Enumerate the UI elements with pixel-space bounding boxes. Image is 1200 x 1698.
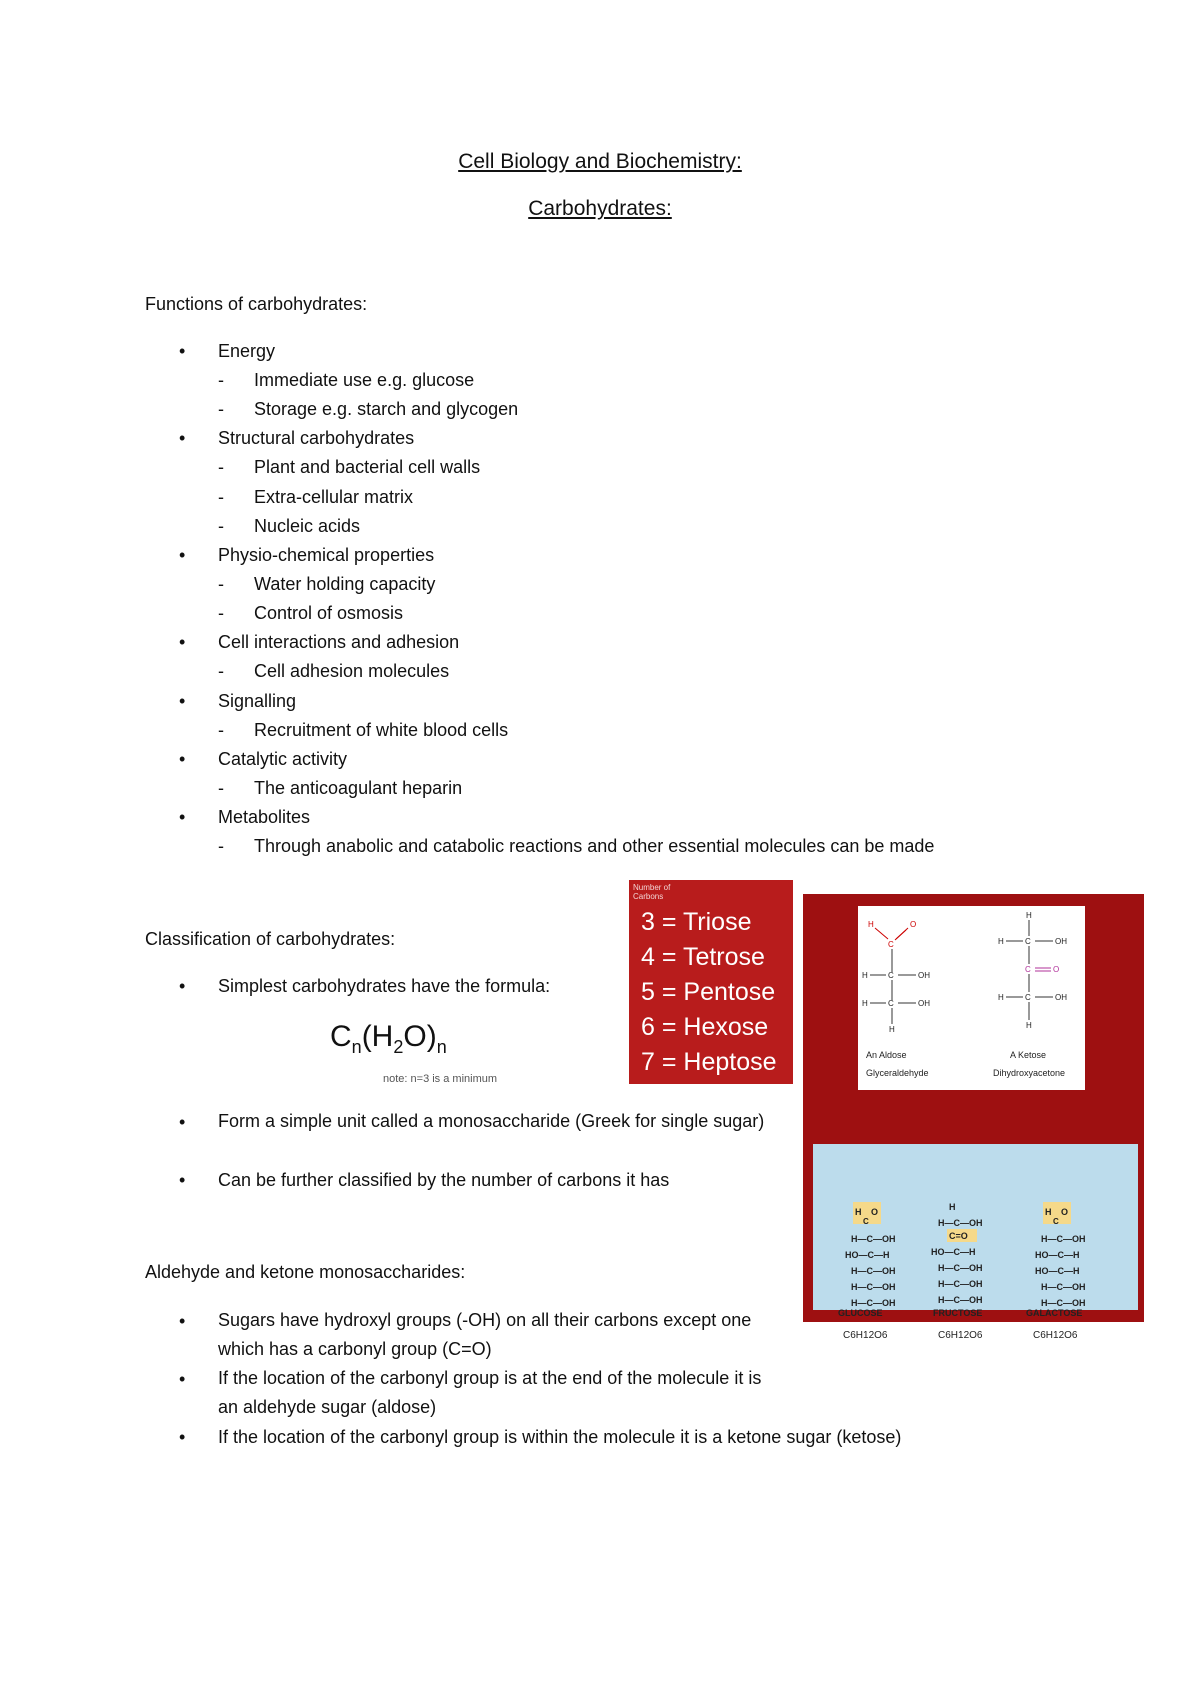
- ketose-name: Dihydroxyacetone: [993, 1068, 1066, 1078]
- carbon-count-box: [629, 880, 793, 1084]
- h-label: H: [998, 993, 1004, 1002]
- hexose-structures-diagram: [813, 1144, 1138, 1310]
- h-c-oh-label: H—C—OH: [938, 1218, 983, 1228]
- formula-note: note: n=3 is a minimum: [383, 1073, 498, 1085]
- dash-item: - The anticoagulant heparin: [218, 778, 463, 798]
- carbon-box-caption: Number of Carbons: [633, 883, 671, 901]
- dash-item: - Immediate use e.g. glucose: [218, 370, 475, 390]
- h-label: H: [998, 937, 1004, 946]
- dash-item: - Through anabolic and catabolic reactions and other essential molecules can be made: [218, 836, 935, 856]
- ho-c-h-label: HO—C—H: [1035, 1250, 1080, 1260]
- aldehyde-c-label: C: [888, 940, 894, 949]
- hexose-name: GLUCOSE: [838, 1308, 883, 1318]
- dash-item: - Storage e.g. starch and glycogen: [218, 399, 519, 419]
- functions-heading: Functions of carbohydrates:: [145, 294, 368, 314]
- aldehyde-heading: Aldehyde and ketone monosaccharides:: [145, 1262, 466, 1282]
- dash-item: - Nucleic acids: [218, 516, 361, 536]
- general-formula: $C_n(H_2O)_n$: [330, 1020, 447, 1057]
- aldehyde-h-label: H: [868, 920, 874, 929]
- hexose-formula: C6H12O6: [843, 1330, 888, 1341]
- hexose-formula: C6H12O6: [1033, 1330, 1078, 1341]
- ho-c-h-label: HO—C—H: [845, 1250, 890, 1260]
- aldose-label: An Aldose: [866, 1050, 907, 1060]
- c-label: C: [888, 971, 894, 980]
- page-title: Cell Biology and Biochemistry:: [458, 150, 742, 173]
- h-c-oh-label: H—C—OH: [1041, 1298, 1086, 1308]
- hexose-name: GALACTOSE: [1026, 1308, 1083, 1318]
- ho-c-h-label: HO—C—H: [1035, 1266, 1080, 1276]
- h-c-oh-label: H—C—OH: [1041, 1234, 1086, 1244]
- dash-item: - Control of osmosis: [218, 603, 404, 623]
- h-c-oh-label: H—C—OH: [938, 1263, 983, 1273]
- dash-item: - Extra-cellular matrix: [218, 487, 414, 507]
- h-label: H: [862, 999, 868, 1008]
- structures-panel: [803, 894, 1144, 1322]
- o-label: O: [1061, 1207, 1069, 1217]
- c-label: C: [1025, 993, 1031, 1002]
- carbon-row: 3 = Triose: [641, 908, 752, 936]
- c-label: C: [863, 1217, 869, 1226]
- hexose-name: FRUCTOSE: [933, 1308, 983, 1318]
- h-c-oh-label: H—C—OH: [851, 1282, 896, 1292]
- carbon-row: 6 = Hexose: [641, 1013, 769, 1041]
- oh-label: OH: [1055, 993, 1067, 1002]
- ketose-label: A Ketose: [1010, 1050, 1047, 1060]
- carbon-row: 4 = Tetrose: [641, 943, 765, 971]
- h-label: H: [889, 1025, 895, 1034]
- hexose-structures-card: [813, 1144, 1138, 1310]
- ketone-o-label: O: [1053, 965, 1060, 974]
- c-label: C: [1025, 937, 1031, 946]
- h-c-oh-label: H—C—OH: [1041, 1282, 1086, 1292]
- h-c-oh-label: H—C—OH: [851, 1266, 896, 1276]
- h-label: H: [1026, 911, 1032, 920]
- h-label: H: [949, 1202, 956, 1212]
- dash-item: - Water holding capacity: [218, 574, 436, 594]
- carbon-row: 5 = Pentose: [641, 978, 776, 1006]
- oh-label: OH: [1055, 937, 1067, 946]
- aldose-name: Glyceraldehyde: [866, 1068, 929, 1078]
- h-label: H: [1045, 1207, 1052, 1217]
- h-c-oh-label: H—C—OH: [938, 1295, 983, 1305]
- oh-label: OH: [918, 999, 930, 1008]
- h-label: H: [1026, 1021, 1032, 1030]
- oh-label: OH: [918, 971, 930, 980]
- dash-item: - Plant and bacterial cell walls: [218, 457, 481, 477]
- h-c-oh-label: H—C—OH: [851, 1298, 896, 1308]
- dash-item: - Recruitment of white blood cells: [218, 720, 509, 740]
- triose-structures-diagram: [858, 906, 1085, 1090]
- carbon-row: 7 = Heptose: [641, 1048, 777, 1076]
- ketone-c-label: C: [1025, 965, 1031, 974]
- classification-heading: Classification of carbohydrates:: [145, 929, 396, 949]
- h-c-oh-label: H—C—OH: [938, 1279, 983, 1289]
- aldehyde-o-label: O: [910, 920, 917, 929]
- h-label: H: [855, 1207, 862, 1217]
- page-subtitle: Carbohydrates:: [528, 197, 672, 220]
- c-o-label: C=O: [949, 1231, 968, 1241]
- dash-item: - Cell adhesion molecules: [218, 661, 450, 681]
- h-label: H: [862, 971, 868, 980]
- h-c-oh-label: H—C—OH: [851, 1234, 896, 1244]
- c-label: C: [1053, 1217, 1059, 1226]
- ho-c-h-label: HO—C—H: [931, 1247, 976, 1257]
- c-label: C: [888, 999, 894, 1008]
- triose-structures-card: [858, 906, 1085, 1090]
- hexose-formula: C6H12O6: [938, 1330, 983, 1341]
- o-label: O: [871, 1207, 879, 1217]
